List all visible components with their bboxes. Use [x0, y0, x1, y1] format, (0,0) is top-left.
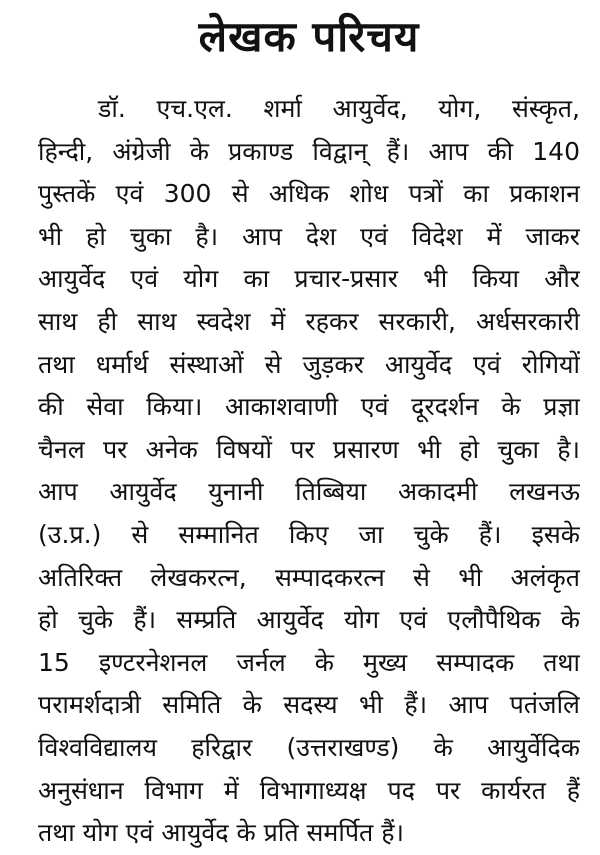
author-bio-paragraph: [38, 88, 580, 855]
text-line: हिन्दी, अंग्रेजी के प्रकाण्ड विद्वान् हैं। आप की 140: [38, 136, 580, 166]
text-line: परामर्शदात्री समिति के सदस्य भी हैं। आप पतंजलि: [38, 690, 580, 720]
text-line: डॉ. एच.एल. शर्मा आयुर्वेद, योग, संस्कृत,: [98, 94, 580, 123]
text-line: विश्वविद्यालय हरिद्वार (उत्तराखण्ड) के आयुर्वेदिक: [38, 732, 580, 762]
text-line: पुस्तकें एवं 300 से अधिक शोध पत्रों का प्रकाशन: [38, 179, 580, 209]
text-line: (उ.प्र.) से सम्मानित किए जा चुके हैं। इसके: [38, 519, 580, 549]
text-line: भी हो चुका है। आप देश एवं विदेश में जाकर: [38, 221, 580, 251]
text-line: 15 इण्टरनेशनल जर्नल के मुख्य सम्पादक तथा: [38, 647, 580, 677]
text-line: अतिरिक्त लेखकरत्न, सम्पादकरत्न से भी अलंकृत: [38, 562, 580, 592]
text-line: की सेवा किया। आकाशवाणी एवं दूरदर्शन के प्रज्ञा: [38, 392, 580, 422]
text-line: साथ ही साथ स्वदेश में रहकर सरकारी, अर्धसरकारी: [38, 306, 580, 336]
text-line: तथा धर्मार्थ संस्थाओं से जुड़कर आयुर्वेद एवं रोगियों: [38, 349, 580, 379]
text-line: आयुर्वेद एवं योग का प्रचार-प्रसार भी किया और: [38, 264, 580, 294]
text-line: तथा योग एवं आयुर्वेद के प्रति समर्पित हैं।: [38, 818, 405, 848]
text-line: आप आयुर्वेद युनानी तिब्बिया अकादमी लखनऊ: [38, 477, 580, 507]
text-line: अनुसंधान विभाग में विभागाध्यक्ष पद पर कार्यरत हैं: [38, 775, 580, 805]
text-line: हो चुके हैं। सम्प्रति आयुर्वेद योग एवं एलौपैथिक के: [38, 605, 580, 635]
text-line: चैनल पर अनेक विषयों पर प्रसारण भी हो चुका है।: [38, 434, 580, 464]
page-title: लेखक परिचय: [198, 12, 420, 61]
